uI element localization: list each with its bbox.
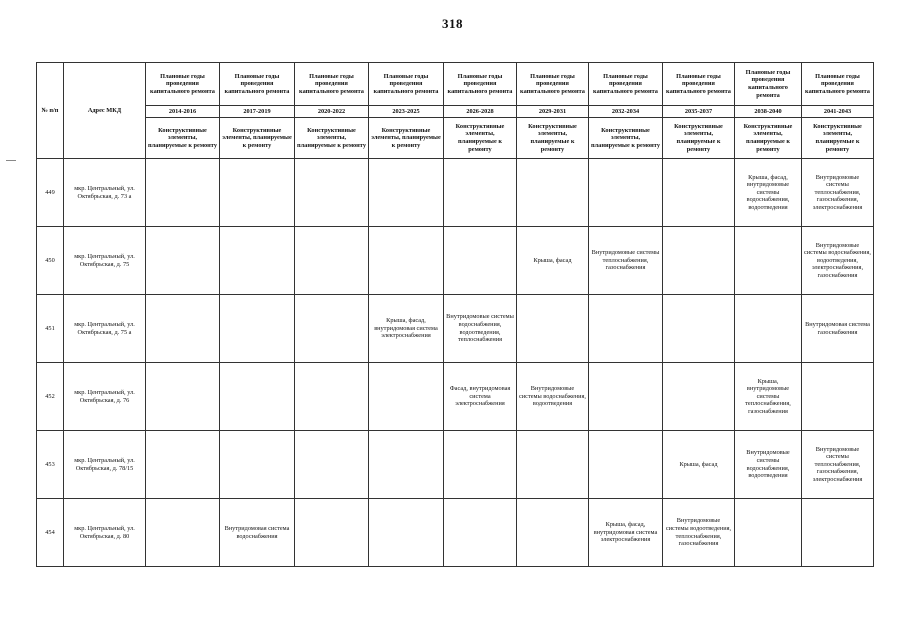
row-address: мкр. Центральный, ул. Октябрьская, д. 78/15 <box>64 431 146 499</box>
work-cell <box>589 431 663 499</box>
period-years: 2041-2043 <box>802 106 874 118</box>
work-cell <box>369 499 444 567</box>
elements-title: Конструктивные элементы, планируемые к ремонту <box>589 118 663 159</box>
work-cell <box>663 159 735 227</box>
row-address: мкр. Центральный, ул. Октябрьская, д. 76 <box>64 363 146 431</box>
table-row <box>37 499 874 567</box>
work-cell: Крыша, фасад <box>663 431 735 499</box>
work-cell <box>369 431 444 499</box>
period-years: 2014-2016 <box>146 106 220 118</box>
row-number: 454 <box>37 499 64 567</box>
work-cell <box>295 363 369 431</box>
elements-title: Конструктивные элементы, планируемые к ремонту <box>802 118 874 159</box>
work-cell: Крыша, фасад, внутридомовая система электроснабжения <box>369 295 444 363</box>
work-cell <box>295 159 369 227</box>
row-number: 453 <box>37 431 64 499</box>
work-cell <box>444 499 517 567</box>
period-years: 2029-2031 <box>517 106 589 118</box>
header-row-elements <box>37 118 874 159</box>
elements-title: Конструктивные элементы, планируемые к ремонту <box>735 118 802 159</box>
work-cell <box>802 499 874 567</box>
margin-mark <box>6 160 16 161</box>
work-cell <box>517 499 589 567</box>
elements-title: Конструктивные элементы, планируемые к ремонту <box>220 118 295 159</box>
elements-title: Конструктивные элементы, планируемые к ремонту <box>663 118 735 159</box>
row-number: 451 <box>37 295 64 363</box>
period-years: 2035-2037 <box>663 106 735 118</box>
work-cell: Внутридомовые системы водоснабжения, водоотведения <box>735 431 802 499</box>
work-cell <box>802 363 874 431</box>
period-title: Плановые годы проведения капитального ремонта <box>517 63 589 106</box>
work-cell <box>220 363 295 431</box>
work-cell <box>735 227 802 295</box>
work-cell <box>444 227 517 295</box>
work-cell <box>146 227 220 295</box>
row-address: мкр. Центральный, ул. Октябрьская, д. 80 <box>64 499 146 567</box>
work-cell <box>295 431 369 499</box>
work-cell <box>735 499 802 567</box>
period-title: Плановые годы проведения капитального ремонта <box>295 63 369 106</box>
page-number: 318 <box>442 16 463 31</box>
period-years: 2017-2019 <box>220 106 295 118</box>
work-cell <box>146 295 220 363</box>
address-column-header: Адрес МКД <box>64 63 146 159</box>
work-cell: Внутридомовые системы водоснабжения, водоотведения, теплоснабжения <box>444 295 517 363</box>
header-row-titles <box>37 63 874 106</box>
work-cell <box>146 431 220 499</box>
table-header <box>37 63 874 159</box>
row-number: 450 <box>37 227 64 295</box>
period-title: Плановые годы проведения капитального ремонта <box>735 63 802 106</box>
work-cell: Крыша, фасад <box>517 227 589 295</box>
work-cell <box>589 159 663 227</box>
work-cell <box>220 159 295 227</box>
work-cell <box>735 295 802 363</box>
elements-title: Конструктивные элементы, планируемые к ремонту <box>369 118 444 159</box>
table-row <box>37 295 874 363</box>
period-title: Плановые годы проведения капитального ремонта <box>444 63 517 106</box>
table-row <box>37 159 874 227</box>
work-cell <box>369 227 444 295</box>
work-cell: Внутридомовые системы теплоснабжения, газоснабжения, электроснабжения <box>802 159 874 227</box>
work-cell <box>220 295 295 363</box>
period-title: Плановые годы проведения капитального ремонта <box>663 63 735 106</box>
period-title: Плановые годы проведения капитального ремонта <box>802 63 874 106</box>
period-years: 2038-2040 <box>735 106 802 118</box>
work-cell: Внутридомовая система газоснабжения <box>802 295 874 363</box>
work-cell: Внутридомовые системы водоснабжения, водоотведения, электроснабжения, газоснабжения <box>802 227 874 295</box>
elements-title: Конструктивные элементы, планируемые к ремонту <box>146 118 220 159</box>
row-address: мкр. Центральный, ул. Октябрьская, д. 75 а <box>64 295 146 363</box>
table-row <box>37 363 874 431</box>
work-cell <box>220 431 295 499</box>
work-cell <box>517 159 589 227</box>
work-cell: Крыша, фасад, внутридомовые системы водоснабжения, водоотведения <box>735 159 802 227</box>
work-cell <box>369 159 444 227</box>
work-cell <box>663 295 735 363</box>
work-cell <box>517 431 589 499</box>
work-cell <box>295 227 369 295</box>
period-title: Плановые годы проведения капитального ремонта <box>146 63 220 106</box>
work-cell <box>369 363 444 431</box>
work-cell <box>146 363 220 431</box>
work-cell: Внутридомовые системы теплоснабжения, газоснабжения <box>589 227 663 295</box>
work-cell <box>146 159 220 227</box>
work-cell: Крыша, внутридомовые системы теплоснабжения, газоснабжения <box>735 363 802 431</box>
table-row <box>37 227 874 295</box>
work-cell <box>444 159 517 227</box>
work-cell <box>663 227 735 295</box>
num-column-header: № п/п <box>37 63 64 159</box>
elements-title: Конструктивные элементы, планируемые к ремонту <box>517 118 589 159</box>
work-cell <box>444 431 517 499</box>
period-title: Плановые годы проведения капитального ремонта <box>369 63 444 106</box>
work-cell <box>589 363 663 431</box>
elements-title: Конструктивные элементы, планируемые к ремонту <box>444 118 517 159</box>
row-number: 449 <box>37 159 64 227</box>
work-cell <box>663 363 735 431</box>
row-number: 452 <box>37 363 64 431</box>
work-cell <box>220 227 295 295</box>
work-cell <box>295 295 369 363</box>
work-cell: Внутридомовая система водоснабжения <box>220 499 295 567</box>
header-row-years <box>37 106 874 118</box>
work-cell <box>517 295 589 363</box>
capital-repair-table <box>36 62 874 567</box>
period-years: 2020-2022 <box>295 106 369 118</box>
period-title: Плановые годы проведения капитального ремонта <box>589 63 663 106</box>
table-row <box>37 431 874 499</box>
work-cell: Внутридомовые системы теплоснабжения, газоснабжения, электроснабжения <box>802 431 874 499</box>
work-cell <box>146 499 220 567</box>
row-address: мкр. Центральный, ул. Октябрьская, д. 75 <box>64 227 146 295</box>
work-cell: Фасад, внутридомовая система электроснабжения <box>444 363 517 431</box>
work-cell: Крыша, фасад, внутридомовая система электроснабжения <box>589 499 663 567</box>
elements-title: Конструктивные элементы, планируемые к ремонту <box>295 118 369 159</box>
table-body <box>37 159 874 567</box>
work-cell <box>295 499 369 567</box>
period-years: 2032-2034 <box>589 106 663 118</box>
row-address: мкр. Центральный, ул. Октябрьская, д. 73 а <box>64 159 146 227</box>
period-years: 2023-2025 <box>369 106 444 118</box>
work-cell: Внутридомовые системы водоснабжения, водоотведения <box>517 363 589 431</box>
period-title: Плановые годы проведения капитального ремонта <box>220 63 295 106</box>
period-years: 2026-2028 <box>444 106 517 118</box>
work-cell <box>589 295 663 363</box>
work-cell: Внутридомовые системы водоотведения, теплоснабжения, газоснабжения <box>663 499 735 567</box>
